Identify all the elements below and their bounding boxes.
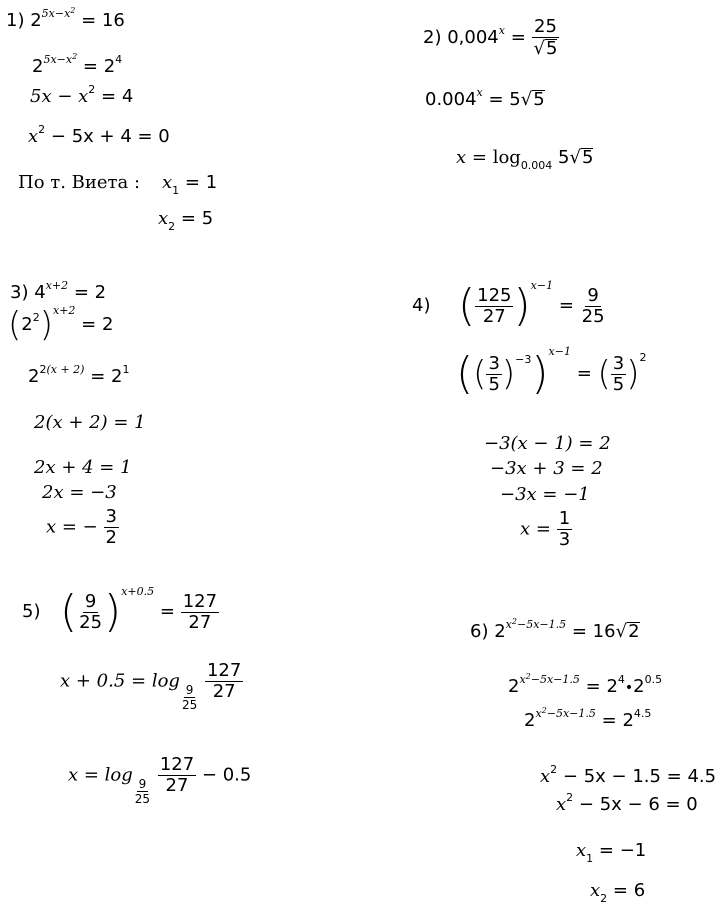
paren-close: )	[626, 354, 640, 394]
variable: x	[556, 794, 567, 815]
rhs: = 2	[585, 676, 618, 697]
numerator: 25	[534, 16, 557, 37]
rest: − 5x − 6 = 0	[578, 794, 698, 815]
exponent: x	[476, 86, 483, 99]
base: 2	[524, 710, 536, 731]
value: = 6	[612, 880, 646, 901]
value: 5	[558, 147, 570, 168]
numerator: 3	[105, 506, 117, 527]
exponent: x−1	[548, 345, 571, 358]
paren-close: )	[39, 305, 53, 345]
exponent: 2	[566, 791, 574, 804]
value: = 5	[180, 208, 214, 229]
fraction	[104, 508, 119, 547]
subscript: 2	[168, 220, 176, 233]
fraction: $\frac{125}{27}$	[477, 284, 512, 327]
exponent: −3	[515, 353, 532, 366]
equals: =	[510, 27, 526, 48]
exponent: 4.5	[633, 707, 652, 720]
paren-close: )	[104, 586, 122, 637]
problem-4-line-2	[456, 345, 647, 399]
problem-1-line-3	[30, 83, 134, 107]
exponent: 2	[88, 83, 96, 96]
rest: − 5x + 4 = 0	[50, 126, 170, 147]
problem-4-line-1	[412, 279, 607, 331]
lhs: 5x − x	[30, 86, 89, 107]
exponent: x+2	[45, 279, 69, 292]
exponent: 2	[550, 763, 558, 776]
exponent: 2	[639, 351, 647, 364]
equals: =	[558, 295, 574, 316]
fraction: $\frac{1}{3}$	[558, 508, 571, 550]
rhs: = 4	[101, 86, 134, 107]
fraction: $\frac{3}{5}$	[612, 352, 625, 395]
rhs: = 16	[571, 621, 616, 642]
rhs: = 2	[73, 282, 107, 303]
fraction: $\frac{9}{25}$	[79, 590, 103, 633]
exponent: x+0.5	[121, 585, 155, 598]
problem-4-line-5: −3x = −1	[500, 484, 590, 505]
subscript: 2	[600, 892, 608, 905]
rest: − 5x − 1.5 = 4.5	[562, 766, 717, 787]
problem-2-line-3: $x = \log_{0.004} 5√5$	[456, 147, 594, 172]
exponent: 2	[38, 123, 46, 136]
paren-open: (	[59, 586, 78, 637]
problem-2-line-1	[423, 18, 559, 58]
problem-3-line-2	[8, 304, 114, 345]
multiply-dot: •	[624, 680, 634, 696]
radicand: 5	[581, 147, 594, 168]
base: 2	[508, 676, 520, 697]
paren-open: (	[456, 348, 474, 399]
variable: x	[158, 208, 169, 229]
problem-3-line-6: 2x = −3	[42, 482, 117, 503]
exponent: 0.5	[644, 673, 663, 686]
radicand: 5	[533, 89, 545, 110]
problem-6-line-3	[524, 706, 652, 731]
base: 0.004	[425, 89, 477, 110]
lhs: x + 0.5 = log	[60, 670, 180, 692]
equals: =	[159, 601, 175, 622]
lhs: x = log	[68, 764, 133, 786]
problem-5-line-2	[60, 662, 243, 711]
base: 4	[34, 282, 46, 303]
problem-number: 3)	[10, 282, 29, 303]
problem-3-line-3	[28, 363, 130, 387]
rhs: = 2	[81, 314, 114, 335]
fraction: $\frac{9}{25}$	[581, 284, 605, 327]
radicand: 2	[628, 621, 640, 642]
variable: x	[540, 766, 551, 787]
base: 2	[21, 314, 33, 335]
exponent: x2−5x−1.5	[505, 617, 567, 631]
variable: x	[576, 840, 587, 861]
problem-4-line-4: −3x + 3 = 2	[490, 458, 603, 479]
variable: x	[28, 126, 39, 147]
problem-2-line-2: 0.004$^x$ = 5√5	[425, 86, 545, 110]
problem-1-line-2	[32, 52, 123, 77]
lhs: x =	[520, 518, 551, 540]
exponent: 1	[122, 363, 130, 376]
subscript: 1	[586, 852, 594, 865]
fraction: $\frac{3}{5}$	[488, 352, 500, 395]
paren-close: )	[513, 280, 531, 331]
problem-6-line-5	[556, 791, 698, 815]
rhs: = 16	[81, 10, 125, 31]
tail: − 0.5	[201, 764, 252, 786]
paren-close: )	[501, 354, 516, 394]
problem-1-line-1	[6, 6, 125, 31]
exponent: 4	[617, 673, 625, 686]
exponent: x−1	[530, 279, 554, 292]
fraction: $\frac{127}{27}$	[206, 660, 242, 702]
problem-4-line-3: −3(x − 1) = 2	[484, 433, 611, 454]
paren-open: (	[457, 280, 476, 331]
value: = −1	[598, 840, 647, 861]
fraction: $\frac{127}{27}$	[159, 754, 195, 796]
exponent: x2−5x−1.5	[519, 672, 580, 686]
log-base: $\frac{9}{25}$	[134, 777, 151, 806]
root-x2	[590, 880, 646, 905]
variable: x	[162, 172, 173, 193]
paren-open: (	[597, 354, 611, 394]
base: 2	[633, 676, 645, 697]
paren-close: )	[531, 348, 549, 399]
log-base: 0.004	[520, 159, 553, 172]
exponent: x	[498, 24, 505, 37]
problem-number: 4)	[412, 295, 431, 316]
problem-number: 2)	[423, 27, 442, 48]
value: = 1	[184, 172, 218, 193]
paren-open: (	[8, 305, 22, 345]
base: 2	[494, 621, 506, 642]
exponent: 5x−x2	[41, 6, 76, 20]
problem-5-line-3	[68, 756, 251, 805]
problem-number: 6)	[470, 621, 489, 642]
problem-3-line-7	[46, 508, 119, 547]
subscript: 1	[172, 184, 180, 197]
base: 2	[32, 56, 44, 77]
problem-5-line-1	[22, 585, 219, 637]
vieta-label: По т. Виета :	[18, 172, 141, 193]
rhs: = 5	[488, 89, 521, 110]
problem-3-line-5: 2x + 4 = 1	[34, 457, 132, 478]
rhs: = 2	[82, 56, 116, 77]
base: 0,004	[447, 27, 499, 48]
problem-6-line-2	[508, 672, 663, 697]
root-x2	[158, 208, 214, 233]
problem-number: 1)	[6, 10, 25, 31]
exponent: 4	[115, 53, 123, 66]
rhs: = 2	[90, 366, 123, 387]
problem-4-line-6	[520, 510, 572, 549]
base: 2	[30, 10, 42, 31]
problem-6-line-4	[540, 763, 717, 787]
denominator: √5	[533, 38, 558, 59]
variable: x	[590, 880, 601, 901]
problem-number: 5)	[22, 601, 41, 622]
log-base: $\frac{9}{25}$	[181, 683, 198, 712]
problem-3-line-1	[10, 279, 107, 303]
paren-open: (	[473, 354, 487, 394]
problem-6-line-1: 6) $2^{x^2-5x-1.5} = 16√2$	[470, 617, 640, 642]
exponent: 5x−x2	[43, 52, 78, 66]
rhs: = 2	[601, 710, 634, 731]
equals: =	[576, 363, 592, 384]
exponent: x+2	[52, 304, 76, 317]
exponent: 2(x + 2)	[39, 363, 85, 376]
log: = log	[471, 147, 521, 168]
fraction: $\frac{127}{27}$	[182, 590, 218, 633]
lhs: x = −	[46, 516, 98, 538]
root-x1	[162, 172, 218, 197]
exponent: x2−5x−1.5	[535, 706, 596, 720]
problem-1-line-4	[28, 123, 170, 147]
variable: x	[456, 147, 467, 168]
base: 2	[28, 366, 40, 387]
fraction	[532, 18, 560, 58]
denominator: 2	[105, 527, 117, 548]
root-x1	[576, 840, 647, 865]
problem-3-line-4: 2(x + 2) = 1	[34, 412, 146, 433]
exponent: 2	[32, 311, 40, 324]
